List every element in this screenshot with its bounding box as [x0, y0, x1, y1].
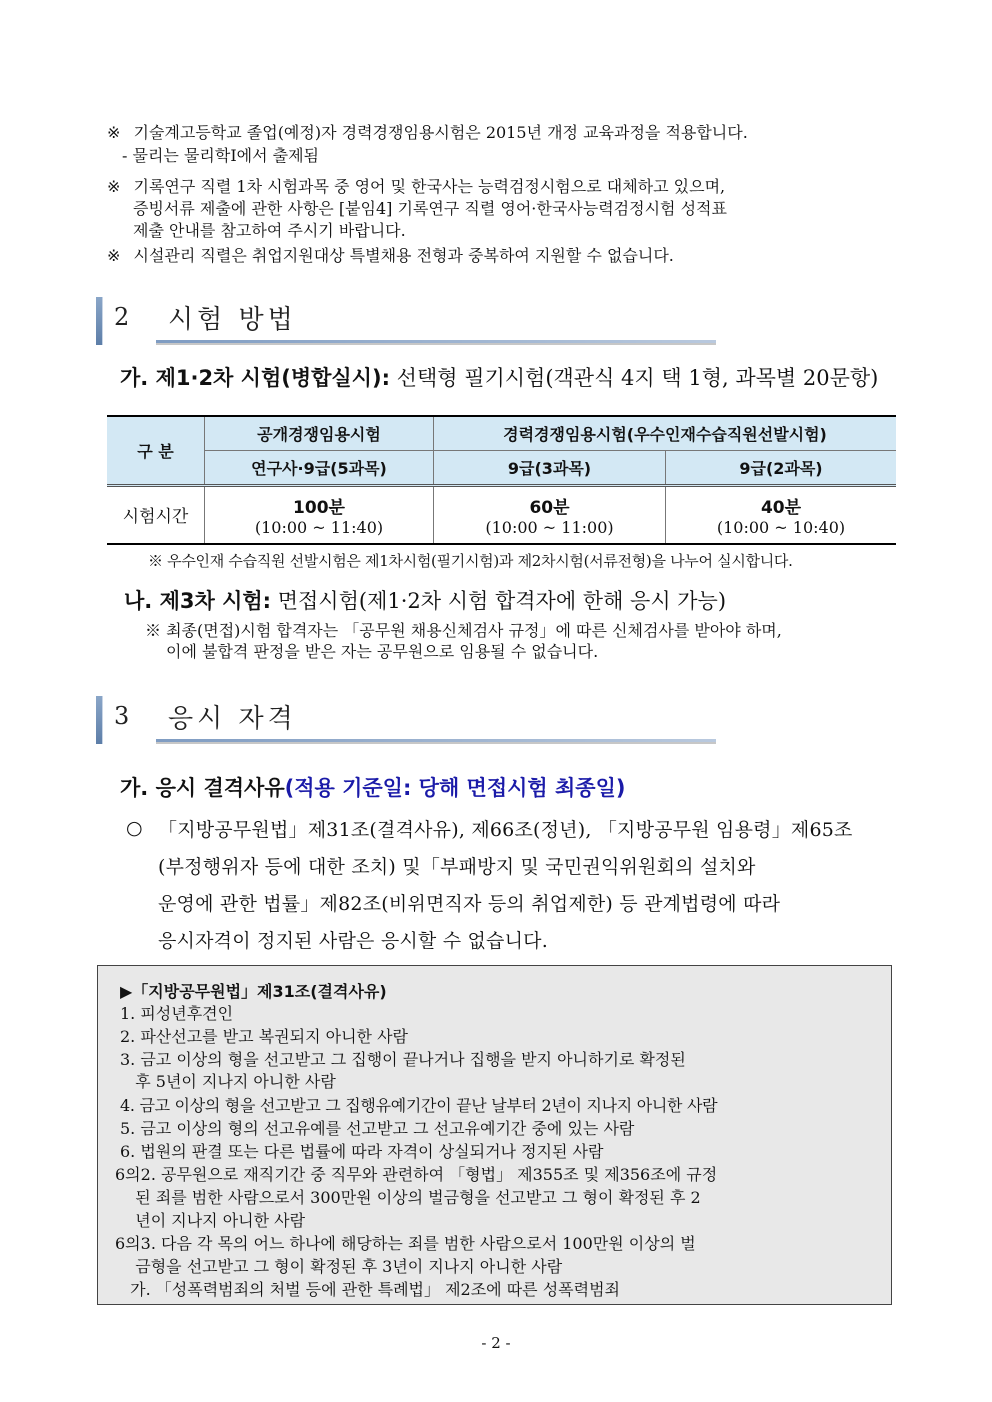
exam-time-table [107, 415, 896, 545]
table-cell-1-range: (10:00 ~ 11:40) [254, 517, 384, 537]
table-cell-2 [434, 486, 666, 544]
section-2-title: 시험 방법 [168, 305, 297, 335]
section-2-ga [120, 362, 878, 392]
section-2-number: 2 [114, 303, 130, 331]
table-header-gubun: 구 분 [107, 416, 205, 486]
section-3-header [96, 696, 716, 744]
box-line: 3. 금고 이상의 형을 선고받고 그 집행이 끝나거나 집행을 받지 아니하기로 확정된 [120, 1050, 686, 1069]
table-sub-3: 9급(2과목) [666, 451, 897, 486]
box-line: 5. 금고 이상의 형의 선고유예를 선고받고 그 선고유예기간 중에 있는 사람 [120, 1119, 635, 1138]
section-2-ga-label: 가. 제1·2차 시험(병합실시): [120, 366, 390, 390]
note-3-mark: ※ [107, 246, 121, 265]
note-1-sub: - 물리는 물리학Ⅰ에서 출제됨 [122, 146, 320, 165]
section-3-ga-highlight: (적용 기준일: 당해 면접시험 최종일) [284, 776, 626, 800]
table-cell-1 [205, 486, 434, 544]
box-title: ▶「지방공무원법」제31조(결격사유) [120, 982, 387, 1001]
section-2-na-label: 나. 제3차 시험: [124, 589, 272, 613]
table-cell-2-value: 60분 [529, 497, 570, 518]
table-row-label: 시험시간 [107, 486, 205, 544]
note-2-line2: 증빙서류 제출에 관한 사항은 [붙임4] 기록연구 직렬 영어·한국사능력검정시험 성적표 [133, 199, 727, 218]
section-2-na-text: 면접시험(제1·2차 시험 합격자에 한해 응시 가능) [277, 589, 727, 613]
box-line: 년이 지나지 아니한 사람 [120, 1211, 306, 1230]
table-sub-1: 연구사·9급(5과목) [205, 451, 434, 486]
box-line: 1. 피성년후견인 [120, 1004, 234, 1023]
note-1-text: 기술계고등학교 졸업(예정)자 경력경쟁임용시험은 2015년 개정 교육과정을 적용합니다. [133, 123, 748, 142]
table-note: ※ 우수인재 수습직원 선발시험은 제1차시험(필기시험)과 제2차시험(서류전형)을 나누어 실시합니다. [148, 552, 793, 570]
note-2-text: 기록연구 직렬 1차 시험과목 중 영어 및 한국사는 능력검정시험으로 대체하고 있으며, [133, 177, 726, 196]
para-line-1: 「지방공무원법」제31조(결격사유), 제66조(정년), 「지방공무원 임용령」제65조 [158, 819, 853, 841]
table-header-open: 공개경쟁임용시험 [205, 416, 434, 451]
box-line: 6의2. 공무원으로 재직기간 중 직무와 관련하여 「형법」 제355조 및 제356조에 규정 [115, 1165, 718, 1184]
section-2-header [96, 297, 716, 345]
table-cell-2-range: (10:00 ~ 11:00) [485, 517, 614, 537]
box-line: 후 5년이 지나지 아니한 사람 [120, 1072, 336, 1091]
box-line: 4. 금고 이상의 형을 선고받고 그 집행유예기간이 끝난 날부터 2년이 지나지 아니한 사람 [120, 1096, 718, 1115]
note-2 [107, 176, 725, 198]
box-line: 된 죄를 범한 사람으로서 300만원 이상의 벌금형을 선고받고 그 형이 확정된 후 2 [120, 1188, 701, 1207]
table-header-career: 경력경쟁임용시험(우수인재수습직원선발시험) [434, 416, 897, 451]
section-3-ga-label: 가. 응시 결격사유 [120, 776, 285, 800]
section-2-ga-text: 선택형 필기시험(객관식 4지 택 1형, 과목별 20문항) [396, 366, 879, 390]
box-line: 2. 파산선고를 받고 복권되지 아니한 사람 [120, 1027, 408, 1046]
table-sub-2: 9급(3과목) [434, 451, 666, 486]
note-2-mark: ※ [107, 177, 121, 196]
note-1-mark: ※ [107, 123, 121, 142]
para-line-4: 응시자격이 정지된 사람은 응시할 수 없습니다. [158, 930, 548, 952]
para-bullet: ○ [126, 817, 143, 839]
section-2-na [124, 585, 726, 615]
table-cell-3-value: 40분 [760, 497, 802, 518]
page-number: - 2 - [481, 1334, 511, 1352]
box-line: 금형을 선고받고 그 형이 확정된 후 3년이 지나지 아니한 사람 [120, 1257, 563, 1276]
para-line-3: 운영에 관한 법률」제82조(비위면직자 등의 취업제한) 등 관계법령에 따라 [158, 893, 781, 915]
section-2-na-note-1: ※ 최종(면접)시험 합격자는 「공무원 채용신체검사 규정」에 따른 신체검사를 받아야 하며, [145, 621, 782, 640]
section-3-title: 응시 자격 [168, 704, 297, 734]
note-1 [107, 122, 748, 144]
table-cell-1-value: 100분 [293, 497, 345, 518]
qualification-paragraph [158, 812, 853, 960]
para-line-2: (부정행위자 등에 대한 조치) 및「부패방지 및 국민권익위원회의 설치와 [158, 856, 756, 878]
note-2-line3: 제출 안내를 참고하여 주시기 바랍니다. [133, 221, 406, 240]
section-2-na-note-2: 이에 불합격 판정을 받은 자는 공무원으로 임용될 수 없습니다. [166, 642, 599, 661]
section-3-number: 3 [114, 702, 130, 730]
disqualification-box [97, 965, 892, 1305]
box-line: 6. 법원의 판결 또는 다른 법률에 따라 자격이 상실되거나 정지된 사람 [120, 1142, 604, 1161]
table-cell-3-range: (10:00 ~ 10:40) [716, 517, 846, 537]
table-cell-3 [666, 486, 897, 544]
box-line: 6의3. 다음 각 목의 어느 하나에 해당하는 죄를 범한 사람으로서 100만원 이상의 벌 [115, 1234, 696, 1253]
note-3-text: 시설관리 직렬은 취업지원대상 특별채용 전형과 중복하여 지원할 수 없습니다. [133, 246, 674, 265]
note-3 [107, 245, 674, 267]
box-line: 가. 「성폭력범죄의 처벌 등에 관한 특례법」 제2조에 따른 성폭력범죄 [120, 1280, 620, 1299]
section-3-ga [120, 772, 625, 802]
